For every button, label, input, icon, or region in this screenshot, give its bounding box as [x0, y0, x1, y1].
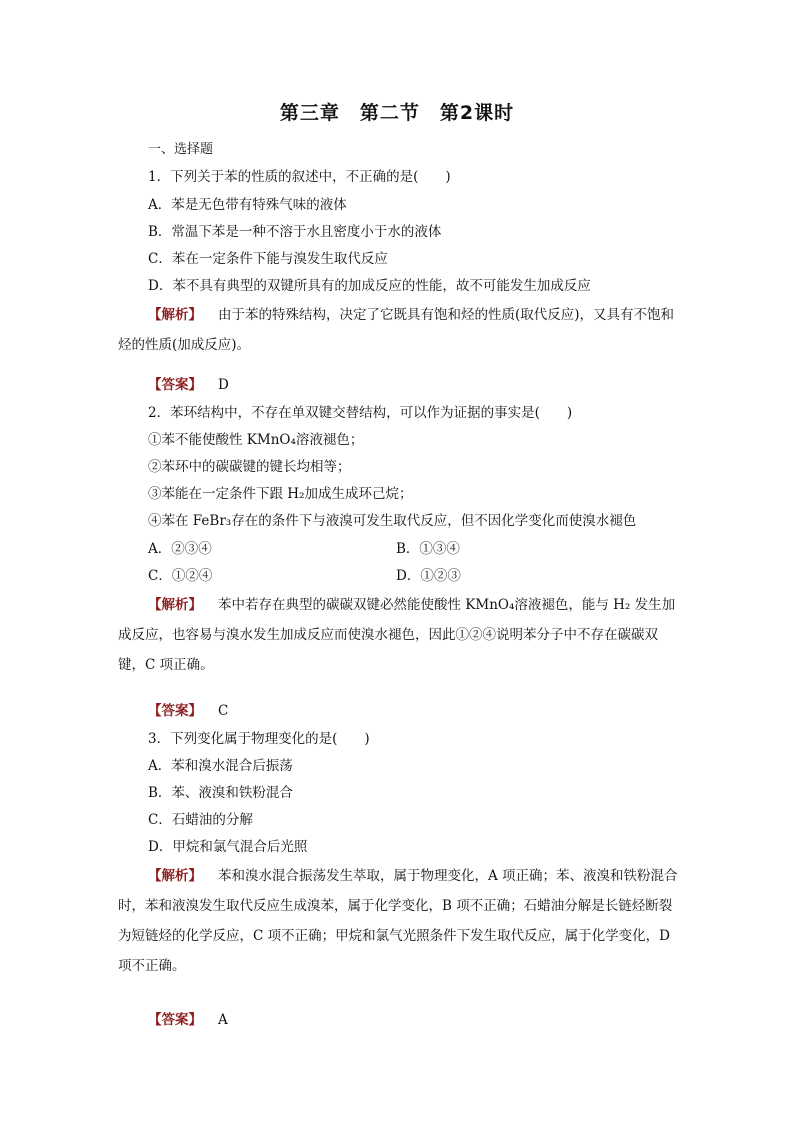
q1-analysis-label: 【解析】 — [148, 307, 202, 323]
q2-option-d: D．①②③ — [396, 568, 461, 584]
q1-answer-label: 【答案】 — [148, 377, 202, 393]
q3-analysis — [118, 861, 678, 981]
q2-statement-3: ③苯能在一定条件下跟 H₂加成生成环己烷； — [148, 486, 413, 502]
q2-options-row-2 — [148, 564, 568, 584]
q2-analysis — [118, 590, 678, 680]
q2-answer-value: C — [218, 703, 229, 719]
q2-statement-2: ②苯环中的碳碳键的键长均相等； — [148, 459, 351, 475]
q3-option-a: A．苯和溴水混合后振荡 — [148, 758, 293, 774]
q3-stem: 3．下列变化属于物理变化的是( ) — [148, 731, 370, 747]
section-heading: 一、选择题 — [148, 142, 214, 157]
q2-analysis-label: 【解析】 — [148, 597, 202, 613]
q3-analysis-text: 苯和溴水混合振荡发生萃取，属于物理变化，A 项正确；苯、液溴和铁粉混合时，苯和液溴发生取代反应生成溴苯，属于化学变化，B 项不正确；石蜡油分解是长链烃断裂为短链烃的化学反应，C 项不正确；甲烷和氯气光照条件下发生取代反应，属于化学变化，D 项不正确。 — [118, 868, 678, 974]
q1-option-b: B．常温下苯是一种不溶于水且密度小于水的液体 — [148, 224, 442, 240]
q3-answer-value: A — [218, 1012, 228, 1028]
q3-answer-label: 【答案】 — [148, 1012, 202, 1028]
q1-answer — [148, 373, 229, 393]
q3-option-d: D．甲烷和氯气混合后光照 — [148, 839, 308, 855]
q2-option-a: A．②③④ — [148, 541, 212, 557]
q2-option-b: B．①③④ — [396, 541, 460, 557]
q1-option-d: D．苯不具有典型的双键所具有的加成反应的性能，故不可能发生加成反应 — [148, 278, 591, 294]
q2-analysis-text: 苯中若存在典型的碳碳双键必然能使酸性 KMnO₄溶液褪色，能与 H₂ 发生加成反应，也容易与溴水发生加成反应而使溴水褪色，因此①②④说明苯分子中不存在碳碳双键，C 项正确。 — [118, 597, 676, 673]
q2-answer — [148, 699, 228, 719]
q1-option-a: A．苯是无色带有特殊气味的液体 — [148, 197, 347, 213]
q3-option-c: C．石蜡油的分解 — [148, 812, 253, 828]
q1-analysis — [118, 300, 678, 360]
q1-answer-value: D — [218, 377, 229, 393]
q1-option-c: C．苯在一定条件下能与溴发生取代反应 — [148, 251, 388, 267]
q2-statement-4: ④苯在 FeBr₃存在的条件下与液溴可发生取代反应，但不因化学变化而使溴水褪色 — [148, 513, 637, 529]
q2-answer-label: 【答案】 — [148, 703, 202, 719]
q3-analysis-label: 【解析】 — [148, 868, 202, 884]
q2-option-c: C．①②④ — [148, 568, 213, 584]
q3-answer — [148, 1008, 228, 1028]
page-title: 第三章 第二节 第2课时 — [279, 102, 515, 124]
q3-option-b: B．苯、液溴和铁粉混合 — [148, 785, 293, 801]
q2-statement-1: ①苯不能使酸性 KMnO₄溶液褪色； — [148, 432, 364, 448]
q1-stem: 1．下列关于苯的性质的叙述中，不正确的是( ) — [148, 169, 451, 185]
q1-analysis-text: 由于苯的特殊结构，决定了它既具有饱和烃的性质(取代反应)，又具有不饱和烃的性质(加成反应)。 — [118, 307, 675, 353]
q2-stem: 2．苯环结构中，不存在单双键交替结构，可以作为证据的事实是( ) — [148, 405, 573, 421]
q2-options-row-1 — [148, 537, 568, 557]
